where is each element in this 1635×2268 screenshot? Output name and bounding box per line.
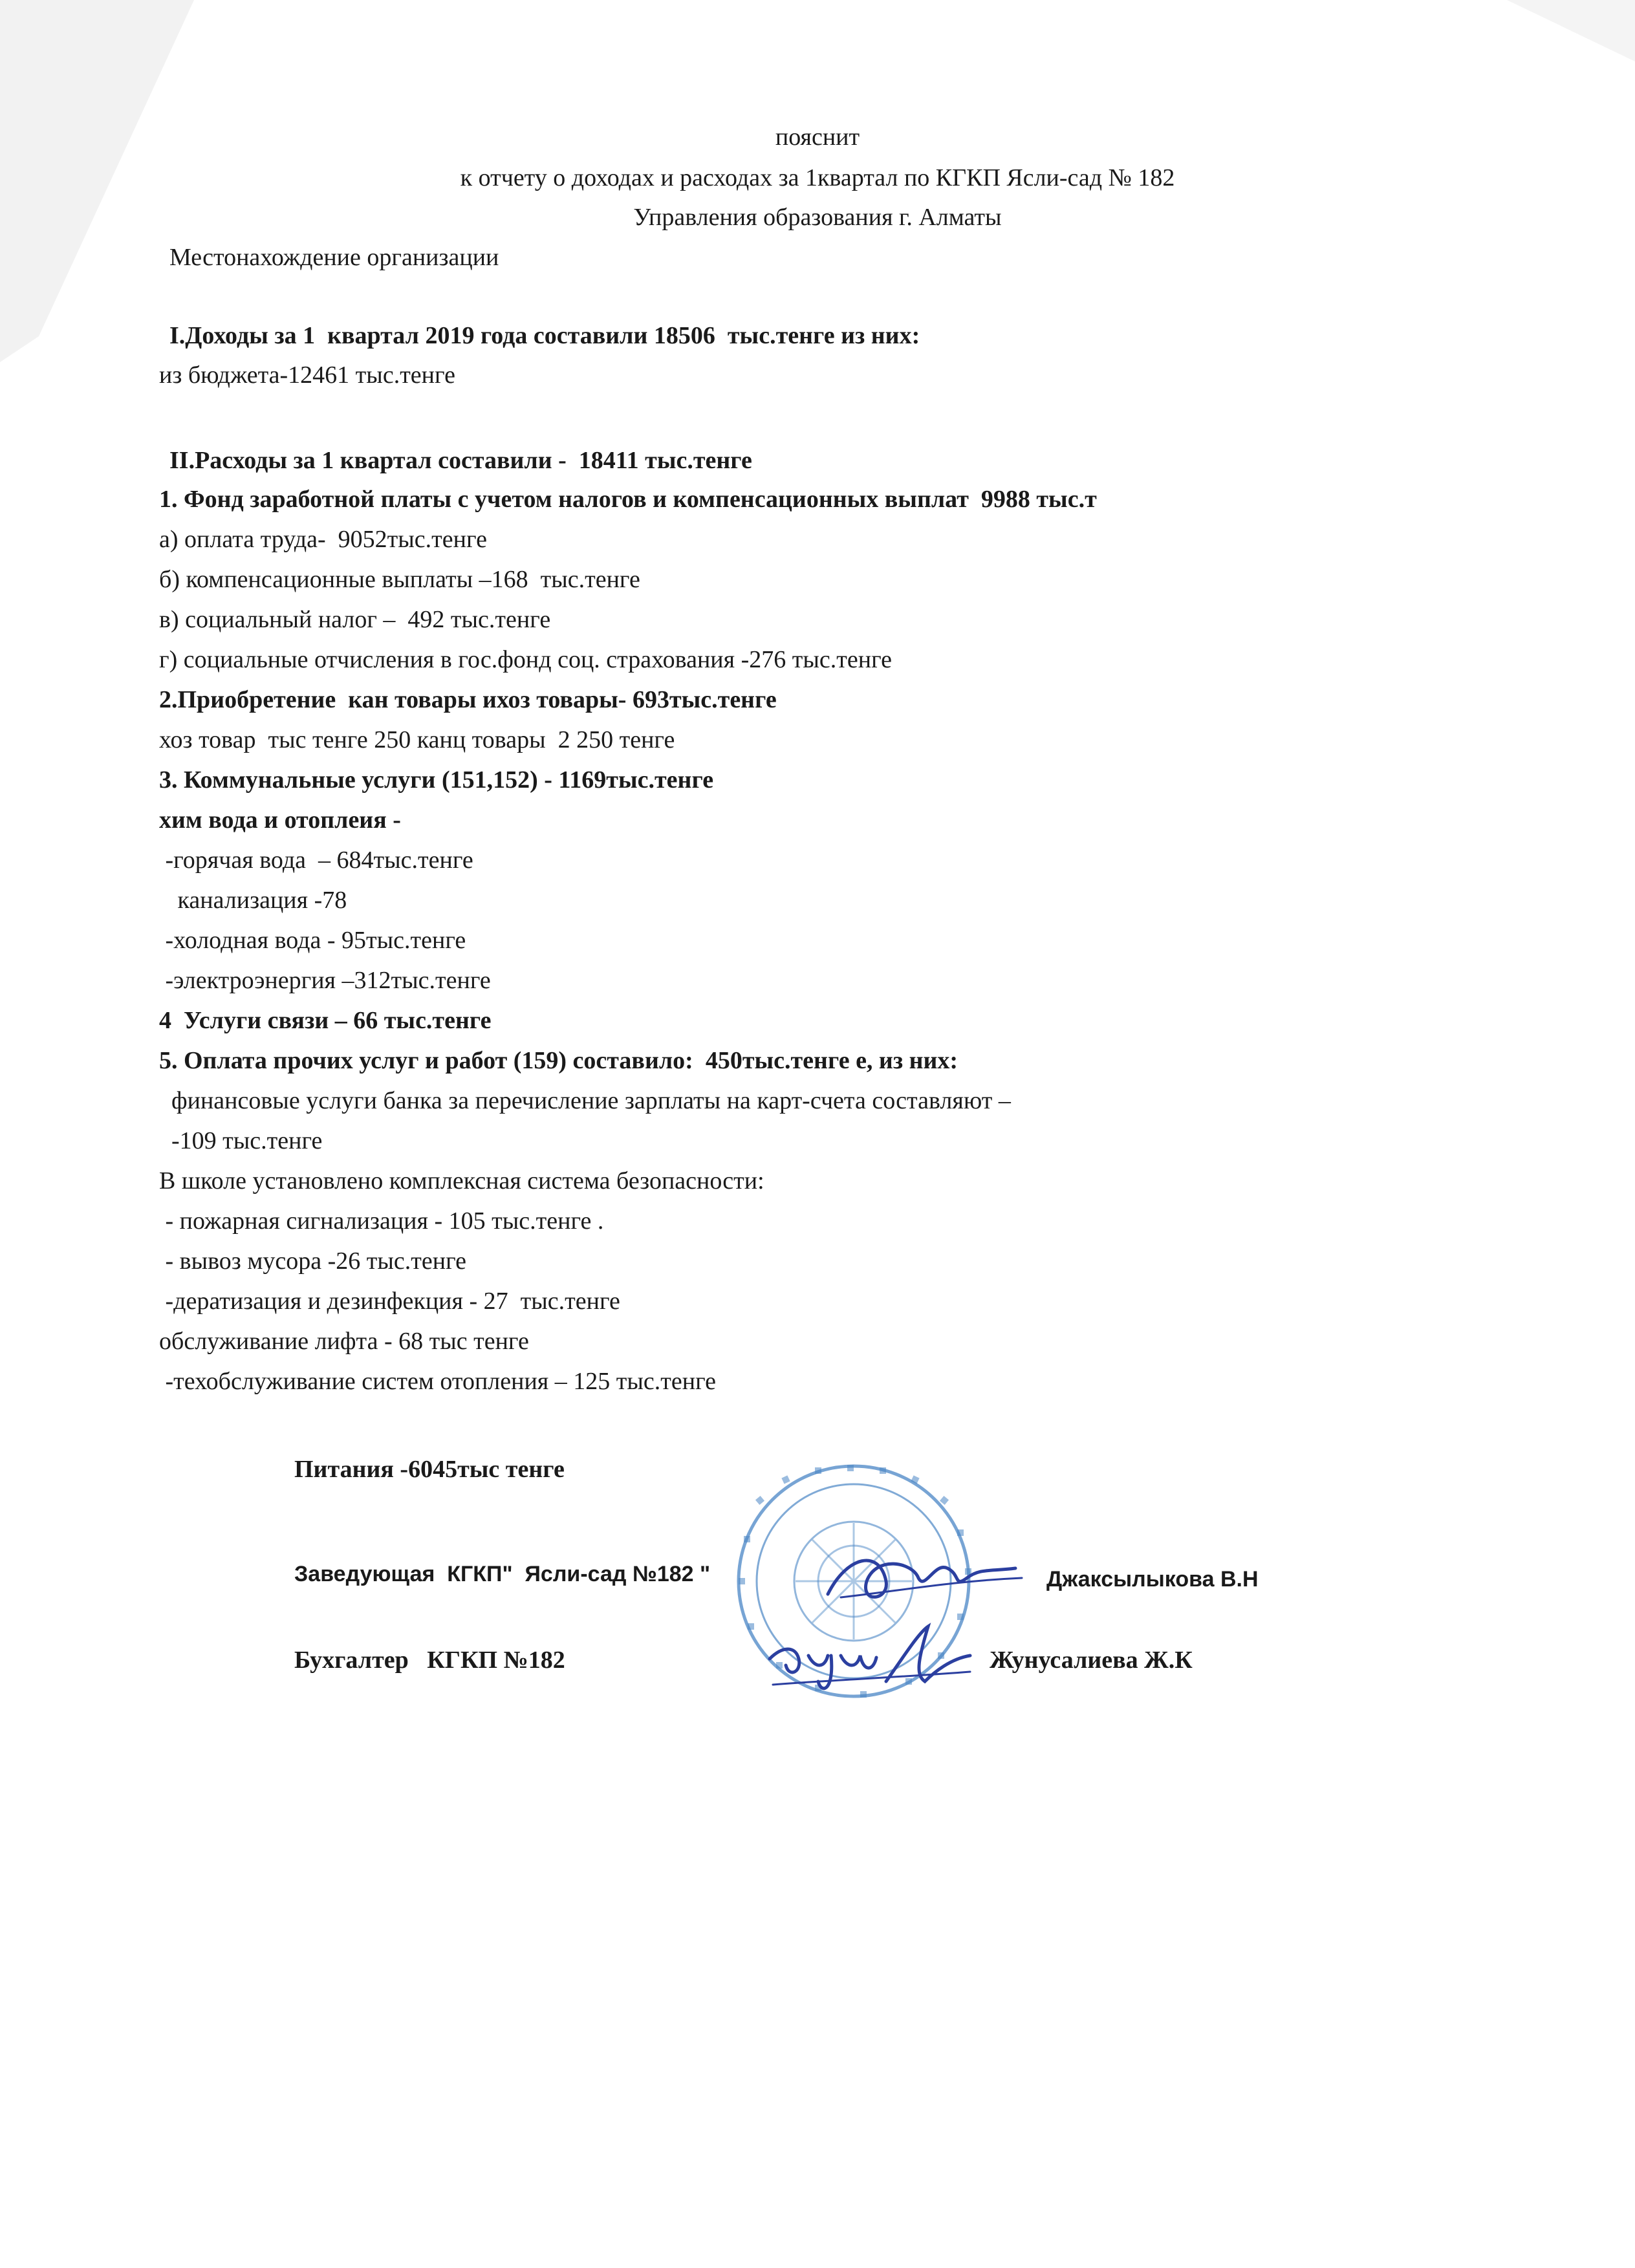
- document-subtitle-1: к отчету о доходах и расходах за 1квартал по КГКП Ясли-сад № 182: [460, 164, 1175, 191]
- utilities-item: -электроэнергия –312тыс.тенге: [159, 967, 491, 994]
- security-item: обслуживание лифта - 68 тыс тенге: [159, 1328, 529, 1355]
- utilities-heading: 3. Коммунальные услуги (151,152) - 1169тыс.тенге: [159, 766, 714, 794]
- payroll-heading: 1. Фонд заработной платы с учетом налогов и компенсационных выплат 9988 тыс.т: [159, 486, 1097, 513]
- communication-line: 4 Услуги связи – 66 тыс.тенге: [159, 1007, 492, 1034]
- utilities-subheading: хим вода и отоплеия -: [159, 806, 401, 834]
- bank-fees-line-1: финансовые услуги банка за перечисление зарплаты на карт-счета составляют –: [159, 1087, 1011, 1114]
- bank-fees-line-2: -109 тыс.тенге: [159, 1127, 323, 1154]
- head-title: Заведующая КГКП" Ясли-сад №182 ": [294, 1562, 711, 1586]
- goods-heading: 2.Приобретение кан товары ихоз товары- 693тыс.тенге: [159, 686, 777, 713]
- utilities-item: -холодная вода - 95тыс.тенге: [159, 927, 466, 954]
- document-subtitle-2: Управления образования г. Алматы: [633, 204, 1002, 231]
- document-title: пояснит: [775, 124, 860, 151]
- utilities-item: канализация -78: [159, 887, 347, 914]
- income-budget: из бюджета-12461 тыс.тенге: [159, 362, 455, 389]
- head-signature: [821, 1542, 1028, 1614]
- payroll-item: б) компенсационные выплаты –168 тыс.тенге: [159, 566, 640, 593]
- accountant-title: Бухгалтер КГКП №182: [294, 1647, 565, 1674]
- income-heading: I.Доходы за 1 квартал 2019 года составили 18506 тыс.тенге из них:: [169, 322, 920, 349]
- accountant-name: Жунусалиева Ж.К: [990, 1647, 1193, 1674]
- security-item: - пожарная сигнализация - 105 тыс.тенге .: [159, 1207, 604, 1235]
- goods-detail: хоз товар тыс тенге 250 канц товары 2 250 тенге: [159, 726, 675, 753]
- expenses-heading: II.Расходы за 1 квартал составили - 18411 тыс.тенге: [169, 447, 752, 474]
- security-item: -дератизация и дезинфекция - 27 тыс.тенге: [159, 1288, 620, 1315]
- payroll-item: г) социальные отчисления в гос.фонд соц. страхования -276 тыс.тенге: [159, 646, 893, 673]
- accountant-signature: [763, 1620, 977, 1698]
- security-item: -техобслуживание систем отопления – 125 тыс.тенге: [159, 1368, 717, 1395]
- security-item: - вывоз мусора -26 тыс.тенге: [159, 1247, 467, 1275]
- other-services-heading: 5. Оплата прочих услуг и работ (159) составило: 450тыс.тенге е, из них:: [159, 1047, 958, 1074]
- payroll-item: а) оплата труда- 9052тыс.тенге: [159, 526, 487, 553]
- utilities-item: -горячая вода – 684тыс.тенге: [159, 847, 473, 874]
- food-line: Питания -6045тыс тенге: [294, 1456, 565, 1483]
- head-name: Джаксылыкова В.Н: [1046, 1567, 1259, 1592]
- location-label: Местонахождение организации: [169, 244, 499, 271]
- payroll-item: в) социальный налог – 492 тыс.тенге: [159, 606, 551, 633]
- security-intro: В школе установлено комплексная система безопасности:: [159, 1167, 764, 1194]
